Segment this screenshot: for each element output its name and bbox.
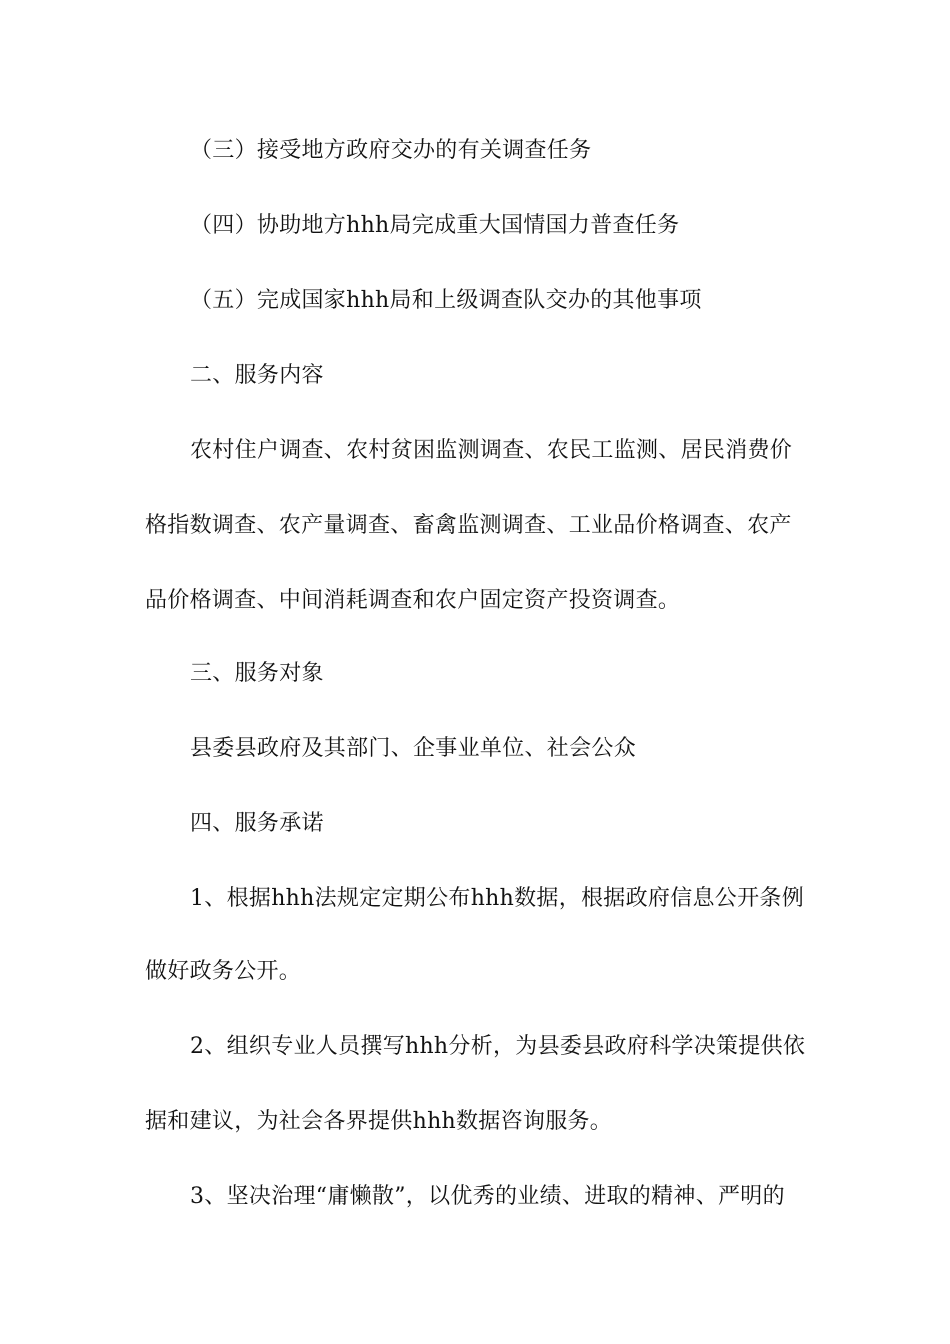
commitment-3-line-1: 3、坚决治理“庸懒散”，以优秀的业绩、进取的精神、严明的 [190, 1184, 785, 1209]
service-content-line-2: 格指数调查、农产量调查、畜禽监测调查、工业品价格调查、农产 [145, 513, 792, 538]
heading-service-commitment: 四、服务承诺 [190, 811, 324, 836]
heading-service-target: 三、服务对象 [190, 661, 324, 686]
commitment-1-line-1: 1、根据hhh法规定定期公布hhh数据，根据政府信息公开条例 [190, 886, 805, 911]
item-five: （五）完成国家hhh局和上级调查队交办的其他事项 [190, 288, 702, 313]
service-target-text: 县委县政府及其部门、企事业单位、社会公众 [190, 736, 637, 761]
commitment-2-line-2: 据和建议，为社会各界提供hhh数据咨询服务。 [145, 1109, 613, 1134]
service-content-line-3: 品价格调查、中间消耗调查和农户固定资产投资调查。 [145, 588, 681, 613]
commitment-1-line-2: 做好政务公开。 [145, 959, 302, 984]
service-content-line-1: 农村住户调查、农村贫困监测调查、农民工监测、居民消费价 [190, 438, 793, 463]
item-four: （四）协助地方hhh局完成重大国情国力普查任务 [190, 213, 680, 238]
commitment-2-line-1: 2、组织专业人员撰写hhh分析，为县委县政府科学决策提供依 [190, 1034, 806, 1059]
item-three: （三）接受地方政府交办的有关调查任务 [190, 138, 592, 163]
heading-service-content: 二、服务内容 [190, 363, 324, 388]
